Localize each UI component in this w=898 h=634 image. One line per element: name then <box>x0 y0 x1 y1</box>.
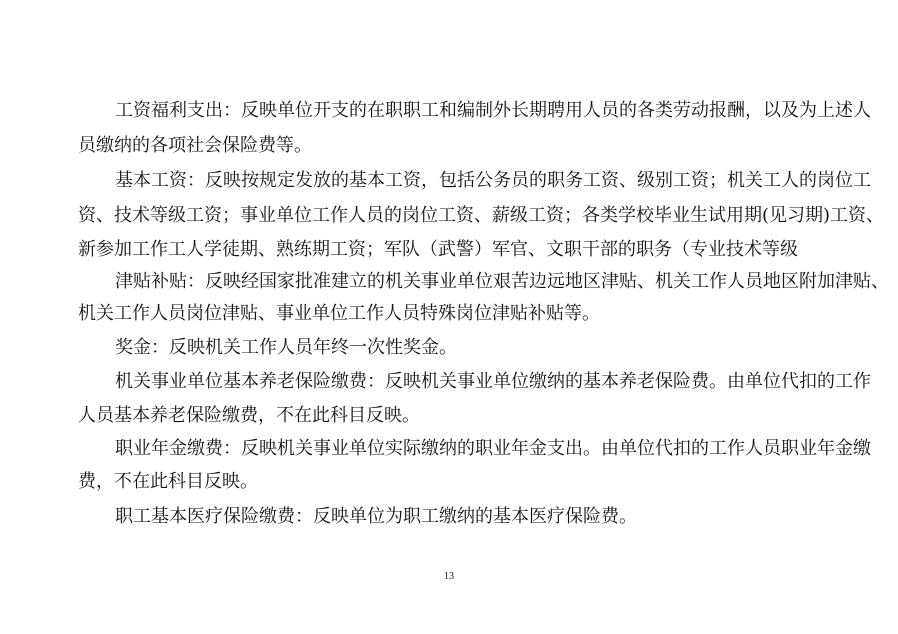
paragraph-pension-line-1: 机关事业单位基本养老保险缴费：反映机关事业单位缴纳的基本养老保险费。由单位代扣的工作 <box>115 371 871 392</box>
paragraph-pension-line-2: 人员基本养老保险缴费，不在此科目反映。 <box>78 405 420 426</box>
paragraph-basic-salary-line-2: 资、技术等级工资；事业单位工作人员的岗位工资、薪级工资；各类学校毕业生试用期(见习期)工资、 <box>78 205 885 226</box>
paragraph-basic-salary-line-1: 基本工资：反映按规定发放的基本工资，包括公务员的职务工资、级别工资；机关工人的岗位工 <box>115 170 871 191</box>
paragraph-wage-welfare-line-1: 工资福利支出：反映单位开支的在职职工和编制外长期聘用人员的各类劳动报酬，以及为上述人 <box>115 100 871 121</box>
paragraph-allowance-line-1: 津贴补贴：反映经国家批准建立的机关事业单位艰苦边远地区津贴、机关工作人员地区附加津贴、 <box>115 271 889 292</box>
paragraph-occupational-annuity-line-1: 职业年金缴费：反映机关事业单位实际缴纳的职业年金支出。由单位代扣的工作人员职业年金缴 <box>115 438 871 459</box>
paragraph-allowance-line-2: 机关工作人员岗位津贴、事业单位工作人员特殊岗位津贴补贴等。 <box>78 303 600 324</box>
paragraph-occupational-annuity-line-2: 费，不在此科目反映。 <box>78 471 258 492</box>
page-number: 13 <box>444 571 454 582</box>
paragraph-wage-welfare-line-2: 员缴纳的各项社会保险费等。 <box>78 135 312 156</box>
paragraph-basic-salary-line-3: 新参加工作工人学徒期、熟练期工资；军队（武警）军官、文职干部的职务（专业技术等级 <box>78 239 798 260</box>
paragraph-medical-insurance: 职工基本医疗保险缴费：反映单位为职工缴纳的基本医疗保险费。 <box>115 506 637 527</box>
paragraph-bonus: 奖金：反映机关工作人员年终一次性奖金。 <box>115 337 457 358</box>
